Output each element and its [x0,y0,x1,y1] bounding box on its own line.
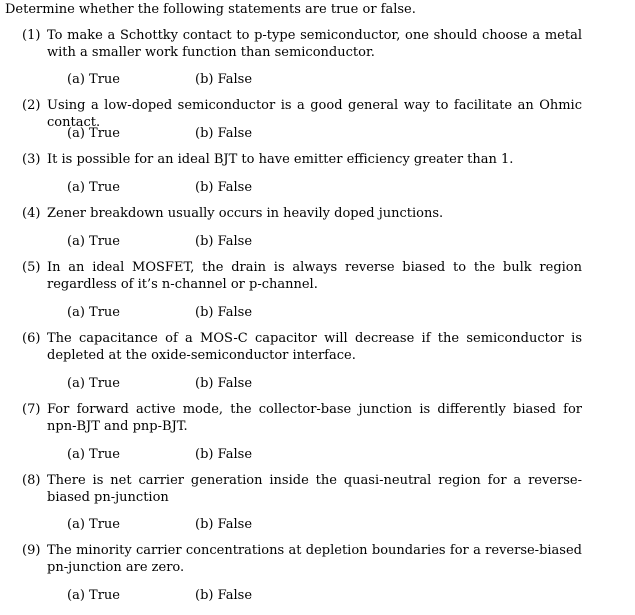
question-number: (9) [22,543,41,558]
question-text: To make a Schottky contact to p-type semiconductor, one should choose a metal with a smaller work function than semiconductor. [47,28,582,60]
question-6 [22,330,582,364]
question-number: (5) [22,260,41,275]
question-text: In an ideal MOSFET, the drain is always reverse biased to the bulk region regardless of it’s n-channel or p-channel. [47,260,582,292]
option-false[interactable]: (b) False [195,588,253,603]
option-false[interactable]: (b) False [195,126,253,141]
option-false[interactable]: (b) False [195,376,253,391]
option-true[interactable]: (a) True [67,126,120,141]
question-3 [22,151,582,168]
question-text: It is possible for an ideal BJT to have emitter efficiency greater than 1. [47,152,514,167]
question-text: Using a low-doped semiconductor is a good general way to facilitate an Ohmic contact. [47,98,582,130]
question-text: Zener breakdown usually occurs in heavily doped junctions. [47,206,444,221]
option-true[interactable]: (a) True [67,180,120,195]
option-false[interactable]: (b) False [195,305,253,320]
option-false[interactable]: (b) False [195,72,253,87]
option-true[interactable]: (a) True [67,234,120,249]
question-number: (6) [22,331,41,346]
question-number: (4) [22,206,41,221]
question-9 [22,542,582,576]
option-false[interactable]: (b) False [195,447,253,462]
question-text: There is net carrier generation inside the quasi-neutral region for a reverse-biased pn-junction [47,473,582,505]
question-number: (3) [22,152,41,167]
question-5 [22,259,582,293]
question-number: (8) [22,473,41,488]
option-false[interactable]: (b) False [195,517,253,532]
question-8 [22,472,582,506]
option-true[interactable]: (a) True [67,447,120,462]
question-4 [22,205,582,222]
question-number: (2) [22,98,41,113]
question-text: For forward active mode, the collector-base junction is differently biased for npn-BJT and pnp-BJT. [47,402,582,434]
question-number: (1) [22,28,41,43]
option-true[interactable]: (a) True [67,588,120,603]
option-true[interactable]: (a) True [67,72,120,87]
question-text: The capacitance of a MOS-C capacitor will decrease if the semiconductor is depleted at the oxide-semiconductor interface. [47,331,582,363]
option-true[interactable]: (a) True [67,376,120,391]
option-true[interactable]: (a) True [67,517,120,532]
question-number: (7) [22,402,41,417]
instructions: Determine whether the following statements are true or false. [5,2,416,17]
question-text: The minority carrier concentrations at depletion boundaries for a reverse-biased pn-junction are zero. [47,543,582,575]
option-false[interactable]: (b) False [195,234,253,249]
question-1 [22,27,582,61]
question-7 [22,401,582,435]
option-true[interactable]: (a) True [67,305,120,320]
option-false[interactable]: (b) False [195,180,253,195]
